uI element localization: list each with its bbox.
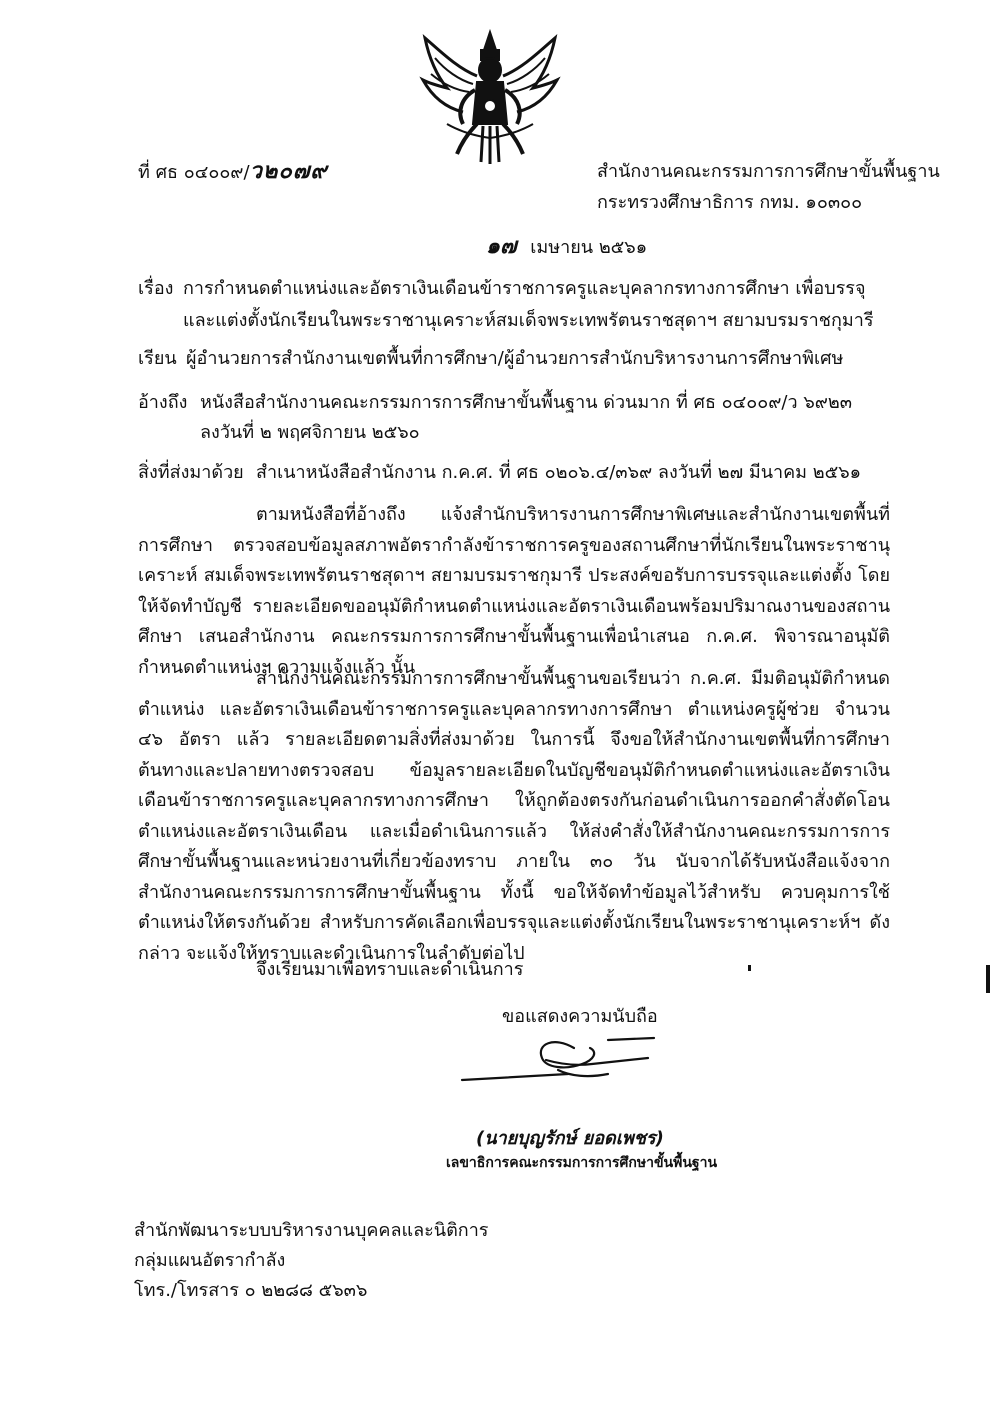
date-month-year: เมษายน ๒๕๖๑ <box>530 237 648 258</box>
recipient-label: เรียน <box>138 348 177 369</box>
handwritten-signature <box>458 1030 658 1090</box>
signer-name: (นายบุญรักษ์ ยอดเพชร) <box>476 1128 664 1149</box>
reference-line-2: ลงวันที่ ๒ พฤศจิกายน ๒๕๖๐ <box>200 422 420 443</box>
reference-line-1: หนังสือสำนักงานคณะกรรมการการศึกษาขั้นพื้นฐาน ด่วนมาก ที่ ศธ ๐๔๐๐๙/ว ๖๙๒๓ <box>200 392 853 413</box>
enclosure-label: สิ่งที่ส่งมาด้วย <box>138 462 244 483</box>
signer-title: เลขาธิการคณะกรรมการการศึกษาขั้นพื้นฐาน <box>446 1155 718 1171</box>
closing-sentence: จึงเรียนมาเพื่อทราบและดำเนินการ <box>256 959 524 980</box>
document-number <box>138 157 328 187</box>
office-address: กระทรวงศึกษาธิการ กทม. ๑๐๓๐๐ <box>597 192 863 213</box>
subject-line-2: และแต่งตั้งนักเรียนในพระราชานุเคราะห์สมเด็จพระเทพรัตนราชสุดาฯ สยามบรมราชกุมารี <box>183 310 874 331</box>
stray-mark <box>748 965 751 971</box>
enclosure-text: สำเนาหนังสือสำนักงาน ก.ค.ศ. ที่ ศธ ๐๒๐๖.๔/๓๖๙ ลงวันที่ ๒๗ มีนาคม ๒๕๖๑ <box>256 462 862 483</box>
subject-label: เรื่อง <box>138 278 174 299</box>
body-paragraph-2-text: สำนักงานคณะกรรมการการศึกษาขั้นพื้นฐานขอเรียนว่า ก.ค.ศ. มีมติอนุมัติกำหนดตำแหน่ง และอัตราเงินเดือนข้าราชการครูและบุคลากรทางการศึกษา ตำแหน่งครูผู้ช่วย จำนวน ๔๖ อัตรา แล้ว รายละเอียดตามสิ่งที่ส่งมาด้วย ในการนี้ จึงขอให้สำนักงานเขตพื้นที่การศึกษาต้นทางและปลายทางตรวจสอบ ข้อมูลรายละเอียดในบัญชีขอนุมัติกำหนดตำแหน่งและอัตราเงินเดือนข้าราชการครูและบุคลากรทางการศึกษา ให้ถูกต้องตรงกันก่อนดำเนินการออกคำสั่งตัดโอนตำแหน่งและอัตราเงินเดือน และเมื่อดำเนินการแล้ว ให้ส่งคำสั่งให้สำนักงานคณะกรรมการการศึกษาขั้นพื้นฐานและหน่วยงานที่เกี่ยวข้องทราบ ภายใน ๓๐ วัน นับจากได้รับหนังสือแจ้งจากสำนักงานคณะกรรมการการศึกษาขั้นพื้นฐาน ทั้งนี้ ขอให้จัดทำข้อมูลไว้สำหรับ ควบคุมการใช้ตำแหน่งให้ตรงกันด้วย สำหรับการคัดเลือกเพื่อบรรจุและแต่งตั้งนักเรียนในพระราชานุเคราะห์ฯ ดังกล่าว จะแจ้งให้ทราบและดำเนินการในลำดับต่อไป <box>138 668 890 964</box>
closing-salutation: ขอแสดงความนับถือ <box>502 1006 658 1027</box>
footer-phone: โทร./โทรสาร ๐ ๒๒๘๘ ๕๖๓๖ <box>134 1280 368 1301</box>
body-paragraph-1 <box>138 500 890 683</box>
subject-line-1: การกำหนดตำแหน่งและอัตราเงินเดือนข้าราชการครูและบุคลากรทางการศึกษา เพื่อบรรจุ <box>183 278 866 299</box>
office-name: สำนักงานคณะกรรมการการศึกษาขั้นพื้นฐาน <box>597 161 940 182</box>
footer-group: กลุ่มแผนอัตรากำลัง <box>134 1250 286 1271</box>
garuda-emblem-icon <box>417 28 563 166</box>
document-number-prefix: ที่ ศธ ๐๔๐๐๙/ <box>138 162 250 183</box>
body-paragraph-1-text: ตามหนังสือที่อ้างถึง แจ้งสำนักบริหารงานการศึกษาพิเศษและสำนักงานเขตพื้นที่การศึกษา ตรวจสอบข้อมูลสภาพอัตรากำลังข้าราชการครูของสถานศึกษาที่นักเรียนในพระราชานุเคราะห์ สมเด็จพระเทพรัตนราชสุดาฯ สยามบรมราชกุมารี ประสงค์ขอรับการบรรจุและแต่งตั้ง โดยให้จัดทำบัญชี รายละเอียดขออนุมัติกำหนดตำแหน่งและอัตราเงินเดือนพร้อมปริมาณงานของสถานศึกษา เสนอสำนักงาน คณะกรรมการการศึกษาขั้นพื้นฐานเพื่อนำเสนอ ก.ค.ศ. พิจารณาอนุมัติกำหนดตำแหน่งฯ ความแจ้งแล้ว นั้น <box>138 504 890 678</box>
date-day-handwritten: ๑๗ <box>486 233 517 259</box>
document-date <box>486 232 647 262</box>
document-number-handwritten: ว๒๐๗๙ <box>249 158 328 184</box>
footer-department: สำนักพัฒนาระบบบริหารงานบุคคลและนิติการ <box>134 1220 489 1241</box>
reference-label: อ้างถึง <box>138 392 188 413</box>
body-paragraph-2 <box>138 664 890 969</box>
margin-mark <box>986 965 990 993</box>
recipient-text: ผู้อำนวยการสำนักงานเขตพื้นที่การศึกษา/ผู้อำนวยการสำนักบริหารงานการศึกษาพิเศษ <box>186 348 844 369</box>
